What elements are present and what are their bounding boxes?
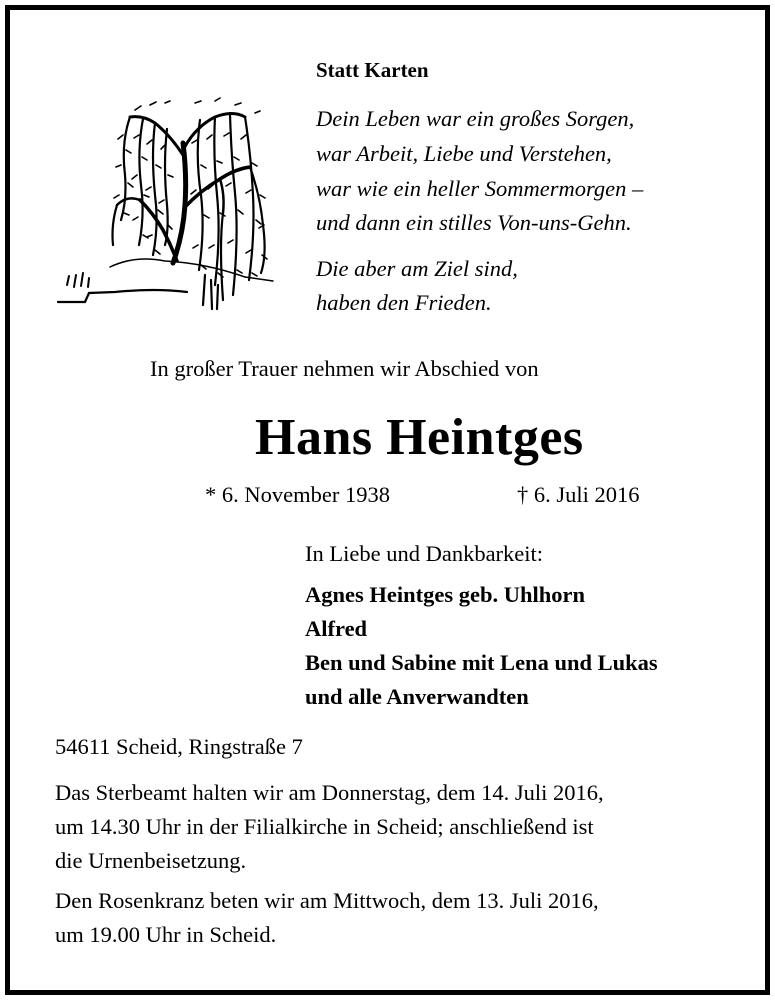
birth-date: * 6. November 1938 xyxy=(205,482,390,507)
mourners-intro: In Liebe und Dankbarkeit: xyxy=(305,541,544,566)
poem-line: haben den Frieden. xyxy=(316,290,492,315)
poem-line: war wie ein heller Sommermorgen – xyxy=(316,176,644,201)
mourner-name: Ben und Sabine mit Lena und Lukas xyxy=(305,650,658,675)
poem-line: war Arbeit, Liebe und Verstehen, xyxy=(316,141,612,166)
address: 54611 Scheid, Ringstraße 7 xyxy=(55,734,303,759)
poem-line: und dann ein stilles Von-uns-Gehn. xyxy=(316,210,632,235)
rosary-line: Den Rosenkranz beten wir am Mittwoch, dem 13. Juli 2016, xyxy=(55,888,599,913)
deceased-name: Hans Heintges xyxy=(255,409,584,466)
poem-line: Die aber am Ziel sind, xyxy=(316,256,518,281)
service-line: die Urnenbeisetzung. xyxy=(55,848,247,873)
mourner-name: und alle Anverwandten xyxy=(305,684,529,709)
service-line: Das Sterbeamt halten wir am Donnerstag, dem 14. Juli 2016, xyxy=(55,780,604,805)
rosary-line: um 19.00 Uhr in Scheid. xyxy=(55,922,277,947)
mourner-name: Agnes Heintges geb. Uhlhorn xyxy=(305,582,586,607)
death-date: † 6. Juli 2016 xyxy=(517,482,640,507)
mourner-name: Alfred xyxy=(305,616,368,641)
weeping-willow-icon xyxy=(55,95,285,317)
service-line: um 14.30 Uhr in der Filialkirche in Scheid; anschließend ist xyxy=(55,814,594,839)
intro-text: In großer Trauer nehmen wir Abschied von xyxy=(150,356,539,381)
statt-karten-label: Statt Karten xyxy=(316,58,429,82)
poem-line: Dein Leben war ein großes Sorgen, xyxy=(316,106,635,131)
